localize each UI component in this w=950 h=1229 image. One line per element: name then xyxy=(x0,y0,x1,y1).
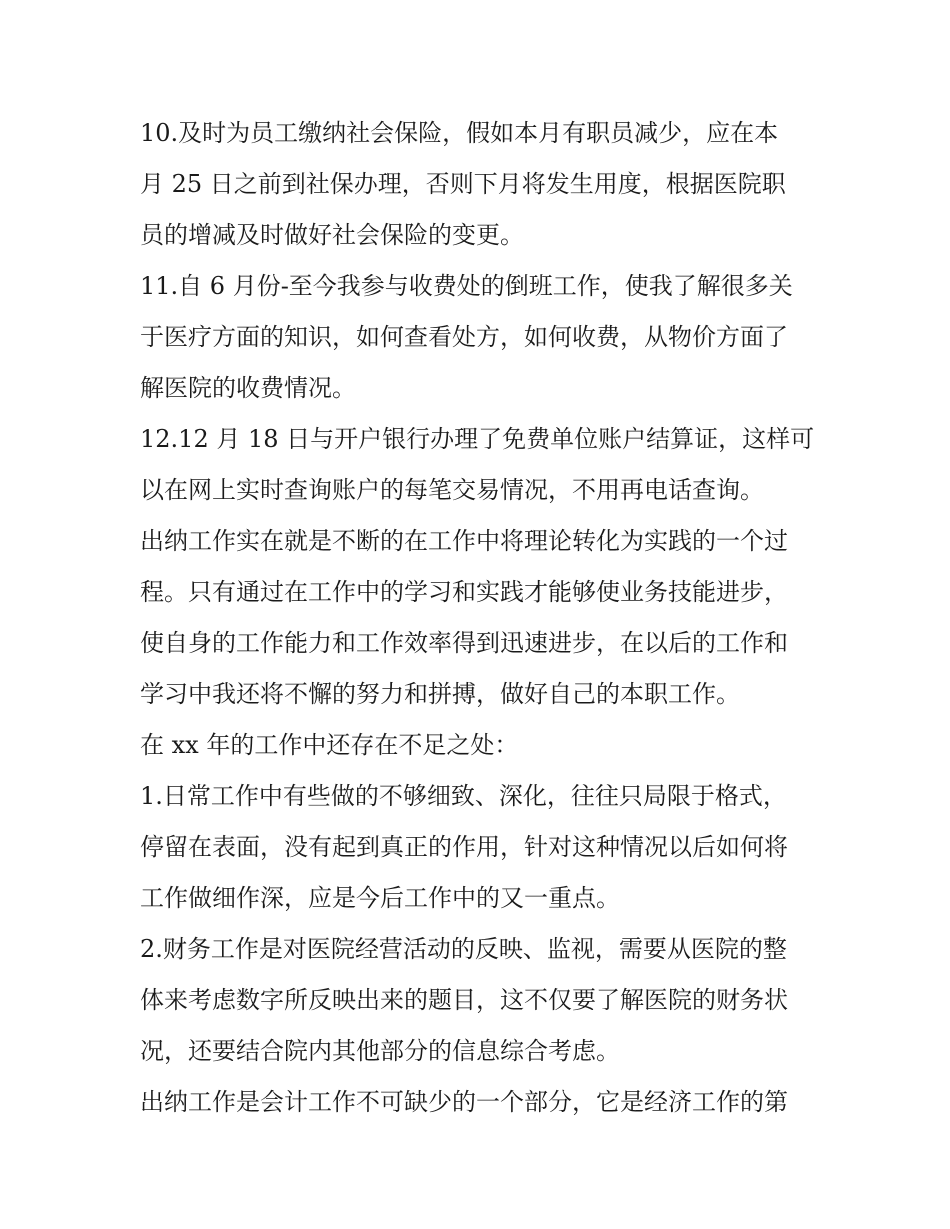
text-line: 10.及时为员工缴纳社会保险，假如本月有职员减少，应在本 xyxy=(140,119,779,147)
text-line: 以在网上实时查询账户的每笔交易情况，不用再电话查询。 xyxy=(140,476,764,504)
text-line: 程。只有通过在工作中的学习和实践才能够使业务技能进步， xyxy=(140,578,788,606)
text-line: 2.财务工作是对医院经营活动的反映、监视，需要从医院的整 xyxy=(140,935,787,963)
text-line: 学习中我还将不懈的努力和拼搏，做好自己的本职工作。 xyxy=(140,680,740,708)
text-line: 11.自 6 月份-至今我参与收费处的倒班工作，使我了解很多关 xyxy=(140,272,793,300)
text-line: 在 xx 年的工作中还存在不足之处： xyxy=(140,731,519,759)
text-line: 停留在表面，没有起到真正的作用，针对这种情况以后如何将 xyxy=(140,833,788,861)
text-line: 解医院的收费情况。 xyxy=(140,374,356,402)
text-line: 使自身的工作能力和工作效率得到迅速进步，在以后的工作和 xyxy=(140,629,788,657)
text-line: 出纳工作实在就是不断的在工作中将理论转化为实践的一个过 xyxy=(140,527,788,555)
text-line: 况，还要结合院内其他部分的信息综合考虑。 xyxy=(140,1037,620,1065)
text-line: 工作做细作深，应是今后工作中的又一重点。 xyxy=(140,884,620,912)
text-line: 12.12 月 18 日与开户银行办理了免费单位账户结算证，这样可 xyxy=(140,425,815,453)
text-line: 体来考虑数字所反映出来的题目，这不仅要了解医院的财务状 xyxy=(140,986,788,1014)
text-line: 出纳工作是会计工作不可缺少的一个部分，它是经济工作的第 xyxy=(140,1088,788,1116)
text-line: 月 25 日之前到社保办理，否则下月将发生用度，根据医院职 xyxy=(140,170,786,198)
document-body xyxy=(140,108,820,1128)
text-line: 于医疗方面的知识，如何查看处方，如何收费，从物价方面了 xyxy=(140,323,788,351)
text-line: 员的增减及时做好社会保险的变更。 xyxy=(140,221,524,249)
text-line: 1.日常工作中有些做的不够细致、深化，往往只局限于格式， xyxy=(140,782,787,810)
